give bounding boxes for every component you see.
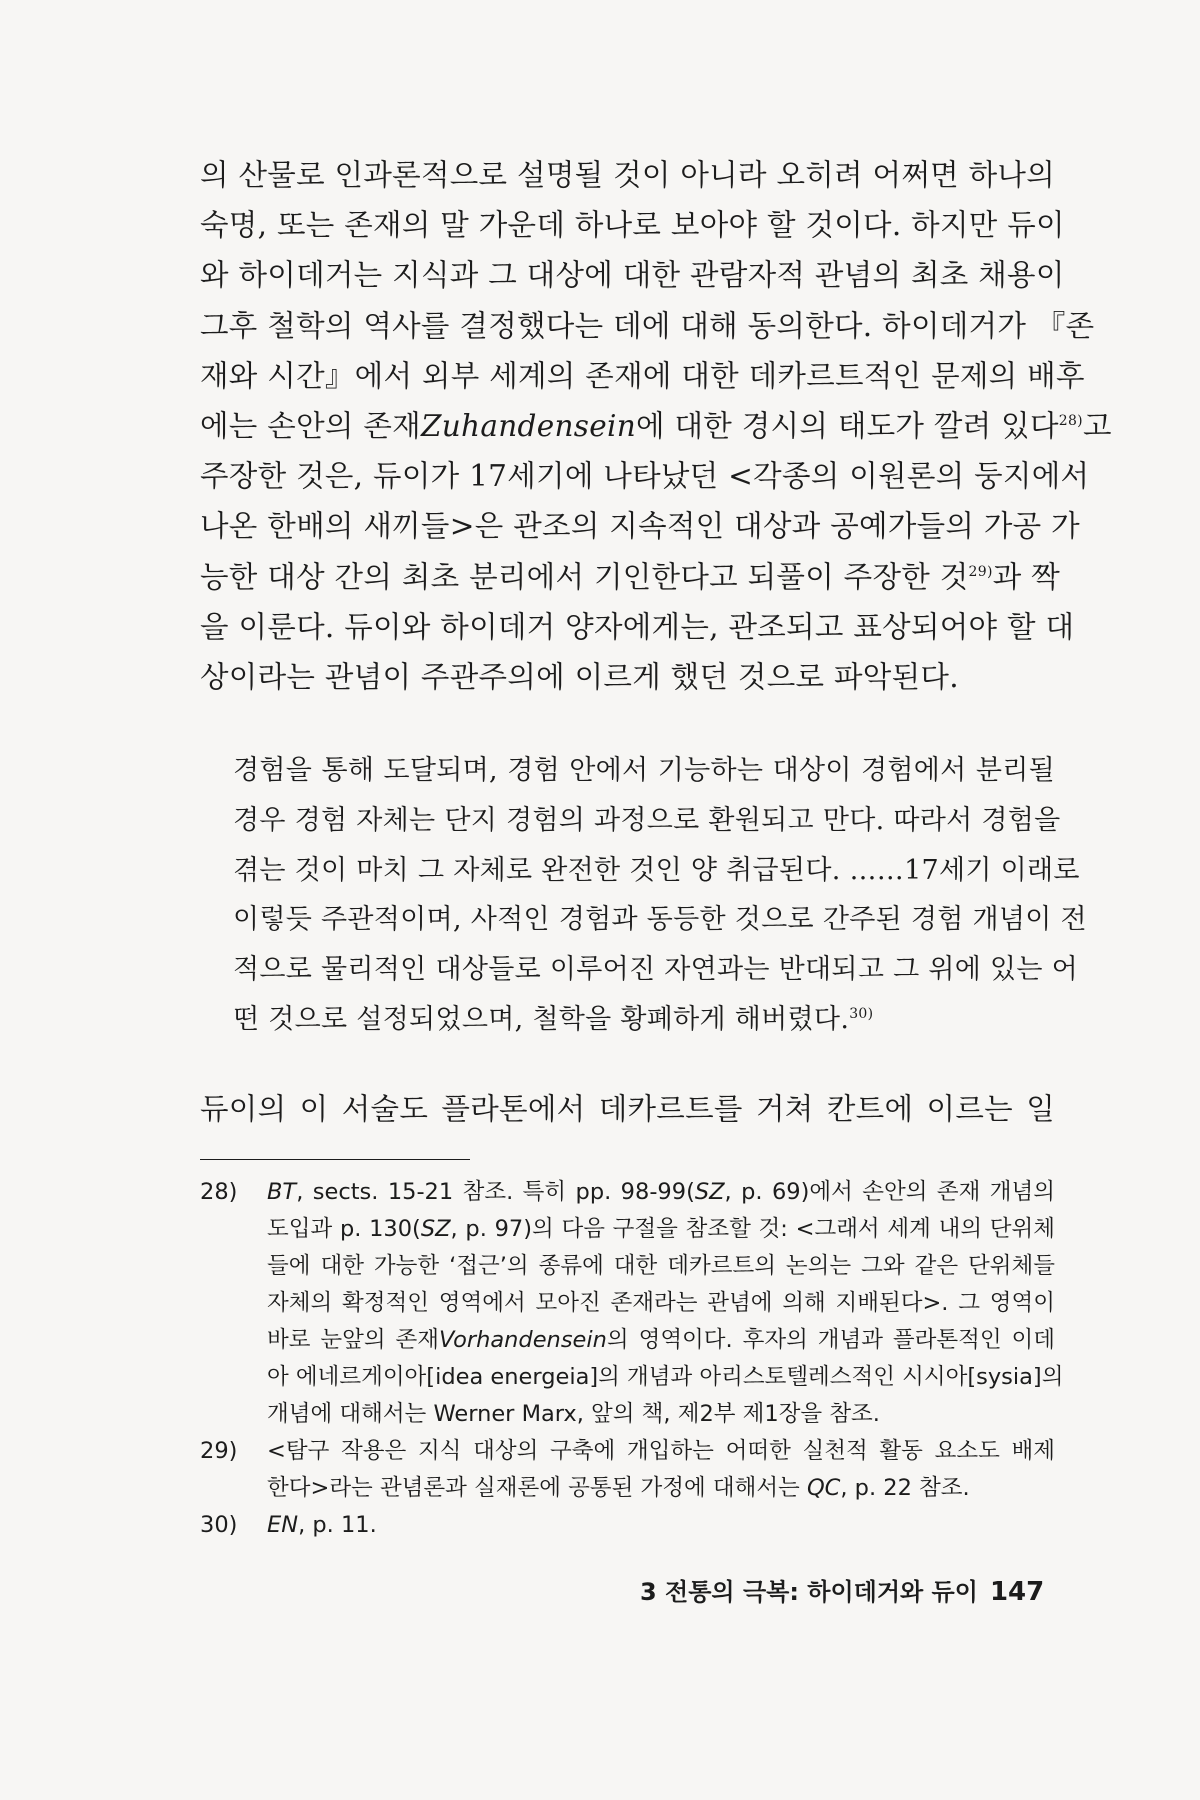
footnote-line — [267, 1470, 1055, 1507]
paragraph-line: 와 하이데거는 지식과 그 대상에 대한 관람자적 관념의 최초 채용이 — [200, 258, 1065, 293]
paragraph-line — [200, 552, 1061, 602]
text-run: 개념에 대해서는 Werner Marx, 앞의 책, 제2부 제1장을 참조. — [267, 1400, 880, 1427]
footnote-line — [267, 1507, 1055, 1544]
paragraph-line: 그후 철학의 역사를 결정했다는 데에 대해 동의한다. 하이데거가 『존 — [200, 308, 1095, 343]
emphasis-term: BT — [267, 1178, 297, 1205]
footnote-line — [267, 1433, 1055, 1470]
footnote-30 — [200, 1507, 1055, 1544]
text-run: 떤 것으로 설정되었으며, 철학을 황폐하게 해버렸다. — [233, 1003, 850, 1035]
footnote-line — [267, 1248, 1055, 1285]
emphasis-term: Zuhandensein — [420, 409, 636, 444]
emphasis-term: QC — [806, 1474, 841, 1501]
text-run: 아 에네르게이아[idea energeia]의 개념과 아리스토텔레스적인 시시아[sysia]의 — [267, 1363, 1064, 1390]
text-run: 에 대한 경시의 태도가 깔려 있다 — [636, 409, 1059, 444]
footnote-line — [267, 1285, 1055, 1322]
emphasis-term: Vorhandensein — [439, 1326, 607, 1353]
text-run: 한다>라는 관념론과 실재론에 공통된 가정에 대해서는 — [267, 1474, 807, 1501]
footnote-line — [267, 1174, 1055, 1211]
page-footer — [640, 1572, 1060, 1607]
text-run: 능한 대상 간의 최초 분리에서 기인한다고 되풀이 주장한 것 — [200, 559, 969, 594]
footnote-marker: 30) — [849, 1005, 874, 1022]
paragraph-line: 의 산물로 인과론적으로 설명될 것이 아니라 오히려 어쩌면 하나의 — [200, 158, 1055, 192]
body-paragraph-1 — [200, 150, 1112, 702]
footnote-29 — [200, 1433, 1055, 1507]
text-run: 바로 눈앞의 존재 — [267, 1326, 440, 1353]
text-run: 고 — [1082, 409, 1112, 444]
text-run: 자체의 확정적인 영역에서 모아진 존재라는 관념에 의해 지배된다>. 그 영역이 — [267, 1289, 1055, 1316]
text-run: 에는 손안의 존재 — [200, 409, 421, 444]
text-run: 도입과 p. 130( — [267, 1215, 421, 1242]
footnote-line — [267, 1396, 1055, 1433]
emphasis-term: SZ — [694, 1178, 725, 1205]
paragraph-line: 상이라는 관념이 주관주의에 이르게 했던 것으로 파악된다. — [200, 660, 959, 695]
block-quote — [233, 746, 1087, 1044]
text-run: <탐구 작용은 지식 대상의 구축에 개입하는 어떠한 실천적 활동 요소도 배제 — [267, 1437, 1055, 1464]
footnote-line — [267, 1211, 1055, 1248]
footnote-marker: 28) — [1058, 413, 1083, 430]
paragraph-line: 나온 한배의 새끼들>은 관조의 지속적인 대상과 공예가들의 가공 가 — [200, 509, 1080, 544]
running-title: 3 전통의 극복: 하이데거와 듀이 — [640, 1578, 978, 1606]
text-run: 의 영역이다. 후자의 개념과 플라톤적인 이데 — [606, 1326, 1055, 1353]
footnote-number: 28) — [200, 1178, 238, 1205]
text-run: , p. 97)의 다음 구절을 참조할 것: <그래서 세계 내의 단위체 — [450, 1215, 1056, 1242]
paragraph-line: 재와 시간』에서 외부 세계의 존재에 대한 데카르트적인 문제의 배후 — [200, 358, 1085, 393]
paragraph-line: 경험을 통해 도달되며, 경험 안에서 기능하는 대상이 경험에서 분리될 — [233, 755, 1055, 787]
paragraph-line: 적으로 물리적인 대상들로 이루어진 자연과는 반대되고 그 위에 있는 어 — [233, 954, 1079, 986]
paragraph-line: 숙명, 또는 존재의 말 가운데 하나로 보아야 할 것이다. 하지만 듀이 — [200, 208, 1065, 243]
body-paragraph-2 — [200, 1084, 1055, 1134]
text-run: , p. 69)에서 손안의 존재 개념의 — [724, 1178, 1055, 1205]
text-run: , p. 22 참조. — [840, 1474, 970, 1501]
emphasis-term: EN — [267, 1511, 299, 1538]
paragraph-line — [233, 995, 1055, 1045]
footnote-number: 30) — [200, 1511, 238, 1538]
footnote-number: 29) — [200, 1437, 238, 1464]
paragraph-line: 경우 경험 자체는 단지 경험의 과정으로 환원되고 만다. 따라서 경험을 — [233, 804, 1061, 836]
text-run: 과 짝 — [992, 559, 1061, 594]
footnote-marker: 29) — [968, 563, 993, 580]
footnote-line — [267, 1322, 1055, 1359]
paragraph-line: 주장한 것은, 듀이가 17세기에 나타났던 <각종의 이원론의 둥지에서 — [200, 459, 1090, 494]
paragraph-line: 이렇듯 주관적이며, 사적인 경험과 동등한 것으로 간주된 경험 개념이 전 — [233, 904, 1087, 936]
footnotes — [200, 1174, 1064, 1544]
footnote-separator — [200, 1159, 470, 1160]
footnote-28 — [200, 1174, 1064, 1433]
paragraph-line: 을 이룬다. 듀이와 하이데거 양자에게는, 관조되고 표상되어야 할 대 — [200, 609, 1075, 644]
emphasis-term: SZ — [420, 1215, 451, 1242]
footnote-line — [267, 1359, 1064, 1396]
paragraph-line: 듀이의 이 서술도 플라톤에서 데카르트를 거쳐 칸트에 이르는 일 — [200, 1092, 1055, 1127]
text-run: , p. 11. — [298, 1511, 377, 1538]
text-run: , sects. 15-21 참조. 특히 pp. 98-99( — [296, 1178, 695, 1205]
page-number: 147 — [989, 1577, 1045, 1607]
text-run: 들에 대한 가능한 ‘접근’의 종류에 대한 데카르트의 논의는 그와 같은 단위체들 — [267, 1252, 1055, 1279]
paragraph-line — [200, 401, 1112, 451]
paragraph-line: 겪는 것이 마치 그 자체로 완전한 것인 양 취급된다. ……17세기 이래로 — [233, 854, 1080, 886]
page-content — [200, 150, 1112, 1544]
